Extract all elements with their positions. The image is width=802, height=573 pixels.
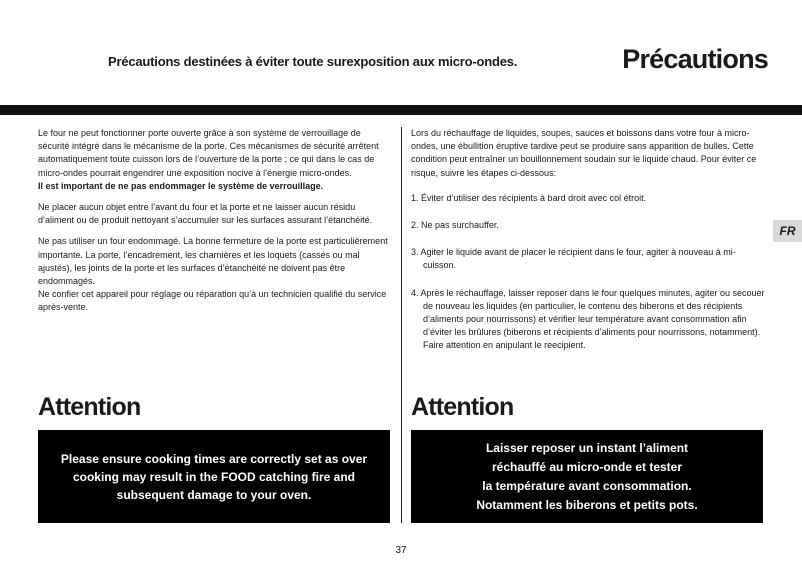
left-column <box>38 127 391 323</box>
step-item: 2. Ne pas surchauffer. <box>411 220 499 231</box>
attention-line: Laisser reposer un instant l’aliment <box>485 440 689 455</box>
left-paragraph-4: Ne confier cet appareil pour réglage ou réparation qu’à un technicien qualifié du service après-vente. <box>38 289 387 313</box>
attention-box-left-text: Please ensure cooking times are correctly set as over cooking may result in the FOOD catching fire and subsequent damage to your oven. <box>60 451 368 502</box>
page-number: 37 <box>395 545 407 556</box>
attention-box-right <box>411 430 763 523</box>
attention-box-left <box>38 430 390 523</box>
left-paragraph-1 <box>38 127 391 193</box>
page-title: Précautions <box>622 44 768 74</box>
header-divider-bar <box>0 105 802 115</box>
attention-box-right-text <box>476 439 697 515</box>
attention-line: réchauffé au micro-onde et tester <box>491 459 683 474</box>
left-paragraph-1-bold: Il est important de ne pas endommager le système de verrouillage. <box>38 180 324 191</box>
right-intro: Lors du réchauffage de liquides, soupes, sauces et boissons dans votre four à micro-ondes, une ébullition éruptive tardive peut se produire sans apparition de bulles. Cette condition peut entraîner un bouillonnement soudain sur le liquide chaud. Pour éviter ce risque, suivre les étapes ci-dessous: <box>411 128 757 178</box>
attention-line: Notamment les biberons et petits pots. <box>476 497 698 512</box>
language-tab: FR <box>773 220 802 242</box>
header-subtitle: Précautions destinées à éviter toute surexposition aux micro-ondes. <box>108 54 518 69</box>
left-paragraph-2: Ne placer aucun objet entre l’avant du four et la porte et ne laisser aucun résidu d’aliment ou de produit nettoyant s’accumuler sur les surfaces assurant l’étanchéité. <box>38 202 373 226</box>
attention-line: la température avant consommation. <box>482 478 692 493</box>
step-item: 4. Après le réchauffage, laisser reposer dans le four quelques minutes, agiter ou secouer de nouveau les liquides (en particulier, le contenu des biberons et des récipients d’aliments pour nourrissons) et vérifier leur température avant consommation afin d’éviter les brûlures (biberons et récipients d’aliments pour nourrissons, notamment). Faire attention en anipulant le reecipient. <box>411 287 765 351</box>
column-divider <box>401 127 402 523</box>
right-column <box>411 127 766 362</box>
attention-heading-left: Attention <box>38 393 141 421</box>
step-item: 3. Agiter le liquide avant de placer le récipient dans le four, agiter à nouveau à mi-cuisson. <box>411 247 736 271</box>
left-paragraph-1-text: Le four ne peut fonctionner porte ouverte grâce à son système de verrouillage de sécurité intégré dans le mécanisme de la porte. Ces mécanismes de sécurité arrêtent automatiquement toute cuisson lors de l’ouverture de la porte ; ce qui dans le cas de micro-ondes pourrait engendrer une exposition nocive à l’énergie micro-ondes. <box>38 128 379 178</box>
left-paragraph-3: Ne pas utiliser un four endommagé. La bonne fermeture de la porte est particulièrement importante. La porte, l’encadrement, les charnières et les loquets (cassés ou mal ajustés), les joints de la porte et les surfaces d’étanchéité ne doivent pas être endommagés. <box>38 236 388 287</box>
step-item: 1. Éviter d’utiliser des récipients à bard droit avec col étroit. <box>411 192 647 203</box>
attention-heading-right: Attention <box>411 393 514 421</box>
